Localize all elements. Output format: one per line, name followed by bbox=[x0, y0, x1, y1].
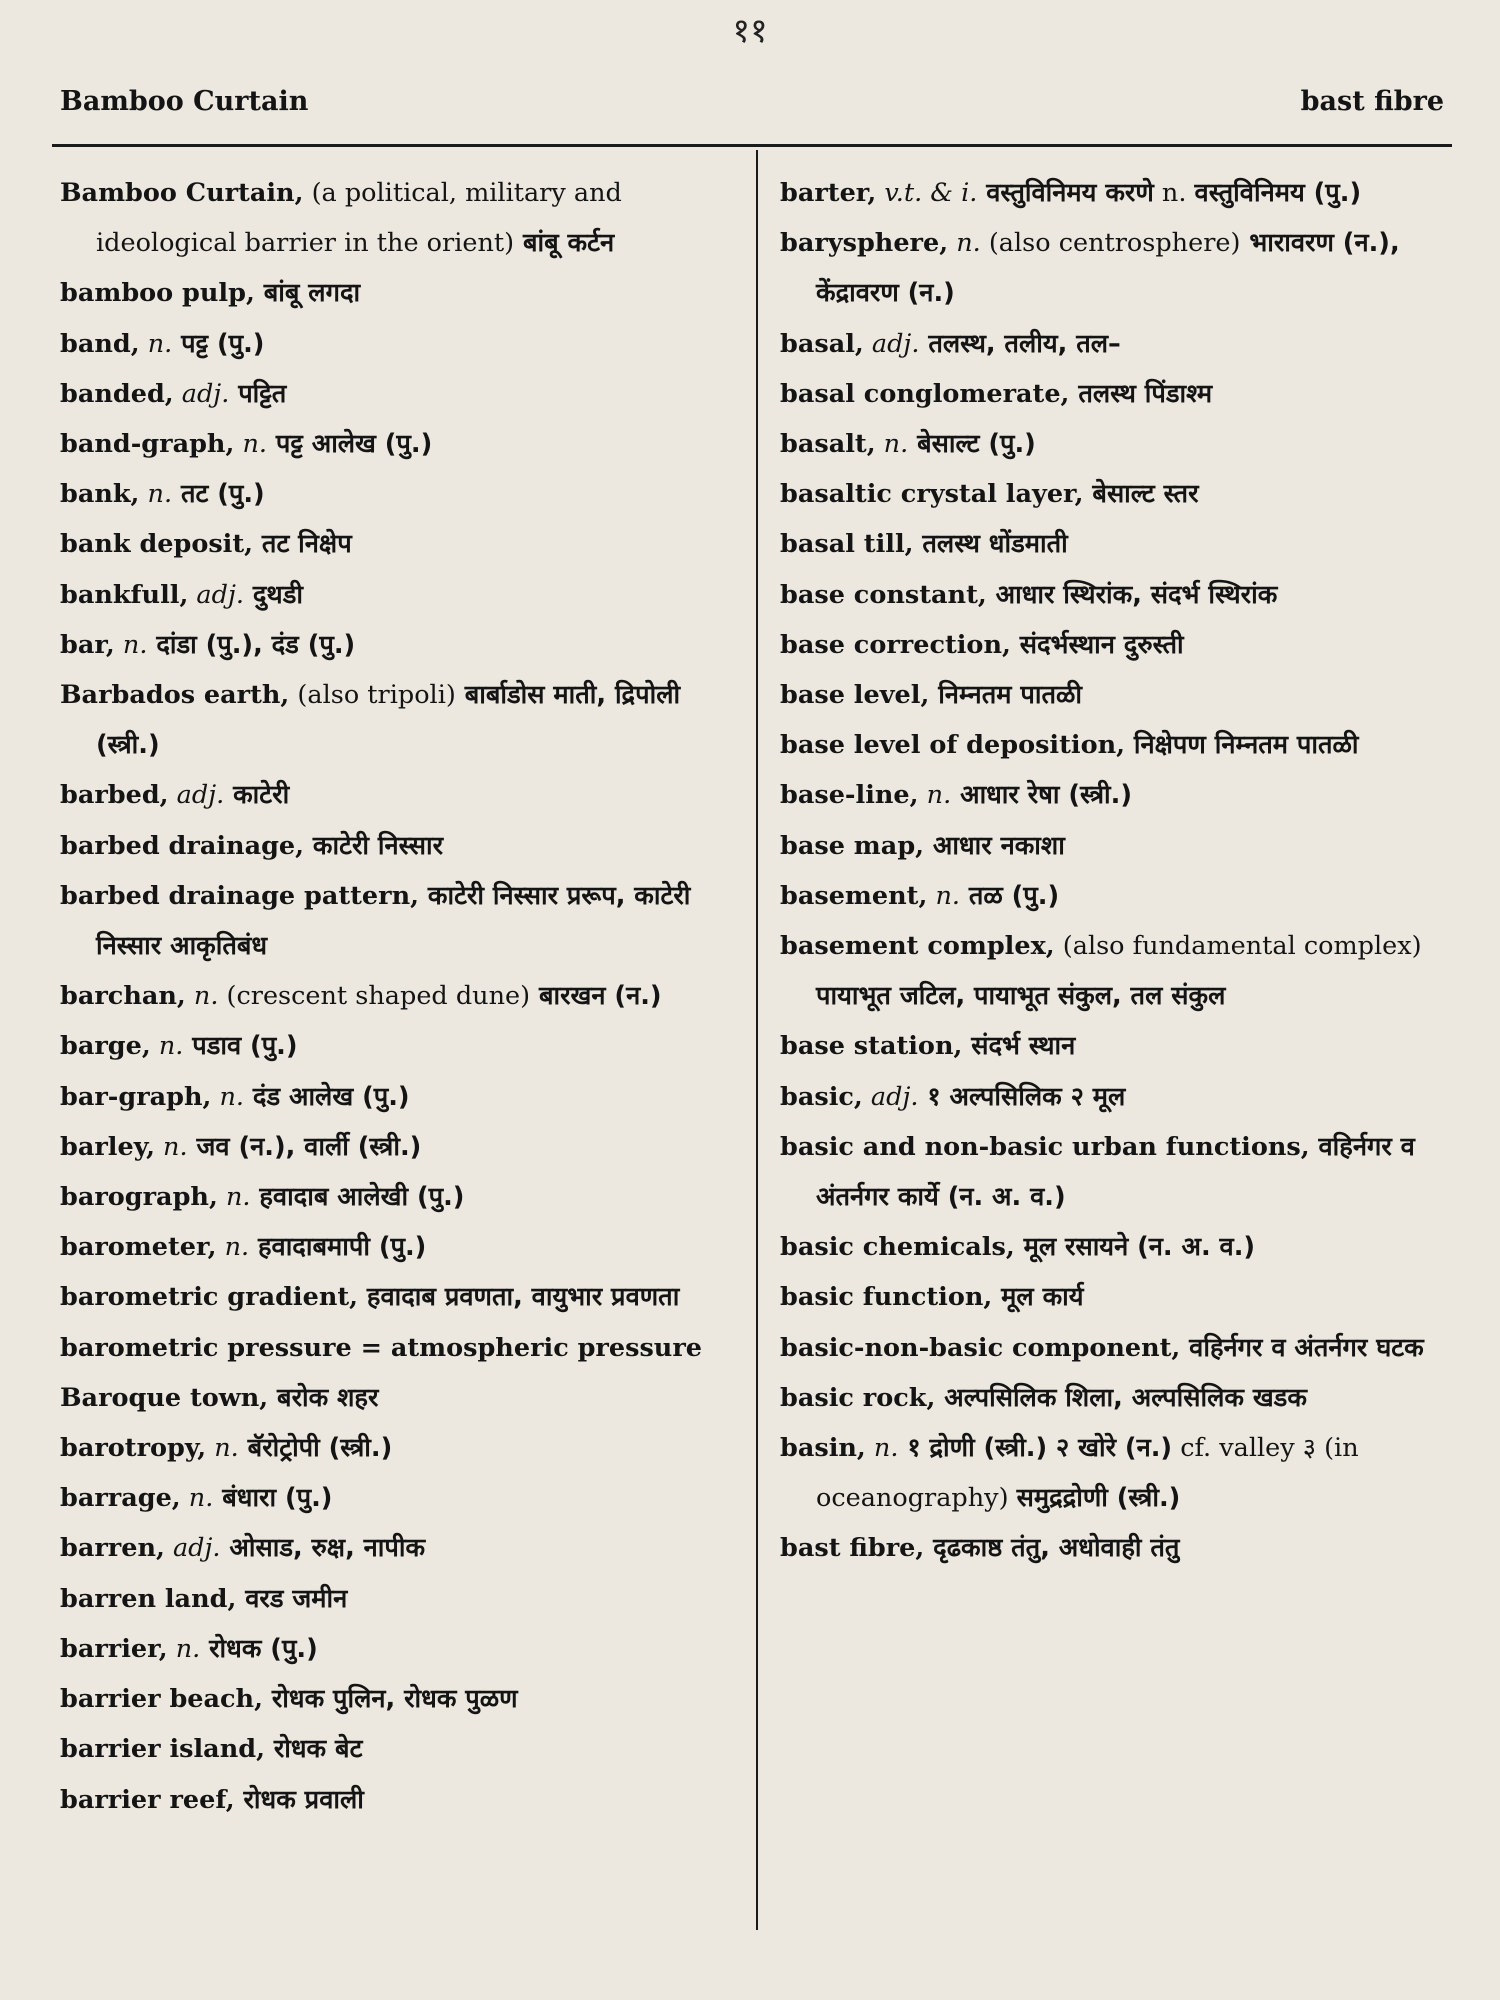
running-head-right: bast fibre bbox=[1300, 86, 1444, 117]
dictionary-entry bbox=[60, 1373, 740, 1423]
headword: barotropy, bbox=[60, 1433, 207, 1464]
headword: barter, bbox=[780, 178, 877, 208]
headword: barge, bbox=[60, 1031, 151, 1062]
marathi-definition: तलस्थ पिंडाश्म bbox=[1069, 378, 1213, 409]
part-of-speech: n. bbox=[948, 228, 981, 259]
dictionary-entry bbox=[780, 218, 1450, 318]
headword: base station, bbox=[780, 1031, 963, 1062]
part-of-speech: n. bbox=[180, 1483, 214, 1514]
dictionary-entry bbox=[780, 1072, 1450, 1122]
marathi-definition: पट्टित bbox=[229, 378, 287, 409]
marathi-definition: वस्तुविनिमय करणे bbox=[977, 178, 1154, 208]
headword: bankfull, bbox=[60, 579, 189, 610]
gloss-note: (a political, military and ideological barrier in the orient) bbox=[96, 178, 622, 259]
dictionary-entry bbox=[60, 1272, 740, 1322]
headword: barrage, bbox=[60, 1483, 181, 1514]
headword: barysphere, bbox=[780, 228, 949, 259]
marathi-definition: वस्तुविनिमय (पु.) bbox=[1194, 178, 1362, 208]
headword: bank, bbox=[60, 479, 140, 510]
dictionary-entry bbox=[780, 168, 1450, 218]
marathi-definition: तट निक्षेप bbox=[253, 529, 352, 560]
dictionary-entry bbox=[780, 369, 1450, 419]
dictionary-entry bbox=[60, 670, 740, 770]
part-of-speech: adj. bbox=[863, 328, 920, 359]
marathi-definition: तट (पु.) bbox=[172, 479, 265, 510]
headword: barren, bbox=[60, 1533, 165, 1564]
headword: base-line, bbox=[780, 780, 919, 811]
headword: base map, bbox=[780, 830, 925, 861]
headword: basic function, bbox=[780, 1282, 993, 1313]
dictionary-entry bbox=[60, 1423, 740, 1473]
part-of-speech: n. bbox=[114, 629, 148, 660]
marathi-definition: रोधक पुलिन, रोधक पुळण bbox=[262, 1684, 518, 1715]
headword: basic and non-basic urban functions, bbox=[780, 1131, 1310, 1162]
headword: barchan, bbox=[60, 981, 186, 1012]
marathi-definition: हवादाब आलेखी (पु.) bbox=[250, 1182, 465, 1213]
dictionary-entry bbox=[780, 419, 1450, 469]
part-of-speech: adj. bbox=[173, 378, 230, 409]
part-of-speech: n. bbox=[150, 1031, 184, 1062]
headword: bar-graph, bbox=[60, 1081, 212, 1112]
part-of-speech: n. bbox=[875, 429, 909, 460]
marathi-definition: निम्नतम पातळी bbox=[929, 680, 1082, 711]
marathi-definition: पायाभूत जटिल, पायाभूत संकुल, तल संकुल bbox=[816, 981, 1226, 1012]
marathi-definition: वहिर्नगर व अंतर्नगर घटक bbox=[1180, 1332, 1424, 1363]
running-head-left: Bamboo Curtain bbox=[60, 86, 309, 117]
definition-note: cf. valley ३ (in oceanography) bbox=[816, 1433, 1359, 1514]
marathi-definition: हवादाबमापी (पु.) bbox=[249, 1232, 427, 1263]
headword: basic-non-basic component, bbox=[780, 1332, 1181, 1363]
marathi-definition: समुद्रद्रोणी (स्त्री.) bbox=[1016, 1483, 1181, 1514]
headword: Barbados earth, bbox=[60, 680, 290, 711]
headword: bamboo pulp, bbox=[60, 278, 255, 309]
headword: barrier beach, bbox=[60, 1684, 263, 1715]
marathi-definition: पट्ट आलेख (पु.) bbox=[266, 429, 433, 460]
dictionary-entry bbox=[780, 821, 1450, 871]
headword: barrier, bbox=[60, 1633, 168, 1664]
marathi-definition: जव (न.), वार्ली (स्त्री.) bbox=[187, 1131, 422, 1162]
dictionary-entry bbox=[60, 419, 740, 469]
marathi-definition: १ अल्पसिलिक २ मूल bbox=[918, 1081, 1126, 1112]
part-of-speech: n. bbox=[918, 780, 952, 811]
marathi-definition: संदर्भस्थान दुरुस्ती bbox=[1010, 629, 1184, 660]
marathi-definition: रोधक बेट bbox=[264, 1734, 363, 1765]
headword: basin, bbox=[780, 1433, 866, 1464]
dictionary-entry bbox=[60, 519, 740, 569]
headword: barbed, bbox=[60, 780, 169, 811]
headword: basement complex, bbox=[780, 931, 1055, 962]
dictionary-entry bbox=[60, 1323, 740, 1373]
definition-note: n. bbox=[1161, 178, 1195, 208]
headword: band-graph, bbox=[60, 429, 235, 460]
marathi-definition: पडाव (पु.) bbox=[183, 1031, 298, 1062]
headword: base level, bbox=[780, 680, 930, 711]
marathi-definition: रोधक (पु.) bbox=[200, 1633, 318, 1664]
marathi-definition: दृढकाष्ठ तंतु, अधोवाही तंतु bbox=[924, 1533, 1180, 1564]
marathi-definition: बांबू कर्टन bbox=[514, 228, 615, 259]
marathi-definition: आधार नकाशा bbox=[924, 830, 1065, 861]
headword: basal conglomerate, bbox=[780, 378, 1070, 409]
dictionary-entry bbox=[780, 1021, 1450, 1071]
dictionary-entry bbox=[60, 620, 740, 670]
dictionary-entry bbox=[60, 1473, 740, 1523]
dictionary-entry bbox=[780, 1222, 1450, 1272]
marathi-definition: बारखन (न.) bbox=[530, 981, 662, 1012]
marathi-definition: मूल कार्य bbox=[992, 1282, 1084, 1313]
dictionary-entry bbox=[60, 1072, 740, 1122]
marathi-definition: बरोक शहर bbox=[268, 1382, 379, 1413]
marathi-definition: बार्बाडोस माती, द्रिपोली (स्त्री.) bbox=[96, 680, 681, 761]
part-of-speech: n. bbox=[211, 1081, 245, 1112]
dictionary-entry bbox=[780, 519, 1450, 569]
marathi-definition: १ द्रोणी (स्त्री.) २ खोरे (न.) bbox=[898, 1433, 1173, 1464]
marathi-definition: काटेरी निस्सार प्ररूप, काटेरी निस्सार आकृतिबंध bbox=[96, 880, 691, 962]
gloss-note: (crescent shaped dune) bbox=[218, 981, 531, 1012]
dictionary-entry bbox=[60, 1574, 740, 1624]
headword: basic rock, bbox=[780, 1382, 936, 1413]
dictionary-entry bbox=[780, 319, 1450, 369]
dictionary-entry bbox=[60, 1523, 740, 1573]
headword: Bamboo Curtain, bbox=[60, 178, 304, 208]
dictionary-entry bbox=[60, 1775, 740, 1825]
headword: basal till, bbox=[780, 529, 914, 560]
dictionary-entry bbox=[60, 1674, 740, 1724]
headword: barren land, bbox=[60, 1583, 237, 1614]
marathi-definition: बंधारा (पु.) bbox=[213, 1483, 333, 1514]
dictionary-entry bbox=[780, 1373, 1450, 1423]
headword: barometer, bbox=[60, 1232, 217, 1263]
marathi-definition: मूल रसायने (न. अ. व.) bbox=[1014, 1232, 1256, 1263]
dictionary-entry bbox=[60, 1172, 740, 1222]
headword: barley, bbox=[60, 1131, 155, 1162]
headword: basaltic crystal layer, bbox=[780, 479, 1084, 510]
part-of-speech: n. bbox=[139, 479, 173, 510]
marathi-definition: ओसाड, रुक्ष, नापीक bbox=[220, 1533, 426, 1564]
dictionary-entry bbox=[60, 1122, 740, 1172]
dictionary-entry bbox=[780, 720, 1450, 770]
dictionary-entry bbox=[60, 1624, 740, 1674]
marathi-definition: दंड आलेख (पु.) bbox=[244, 1081, 410, 1112]
dictionary-entry bbox=[60, 268, 740, 318]
marathi-definition: आधार स्थिरांक, संदर्भ स्थिरांक bbox=[986, 579, 1278, 610]
gloss-note: (also tripoli) bbox=[289, 680, 456, 711]
headword: bar, bbox=[60, 629, 115, 660]
headword: basal, bbox=[780, 328, 864, 359]
part-of-speech: n. bbox=[185, 981, 219, 1012]
right-column bbox=[780, 168, 1450, 1574]
dictionary-entry bbox=[780, 1523, 1450, 1573]
part-of-speech: adj. bbox=[188, 579, 244, 610]
dictionary-entry bbox=[780, 1323, 1450, 1373]
headword: basalt, bbox=[780, 429, 876, 460]
headword: banded, bbox=[60, 378, 174, 409]
headword: band, bbox=[60, 328, 140, 359]
marathi-definition: दुथडी bbox=[243, 579, 303, 610]
dictionary-entry bbox=[60, 1724, 740, 1774]
header-rule bbox=[52, 144, 1452, 147]
dictionary-entry bbox=[780, 620, 1450, 670]
marathi-definition: आधार रेषा (स्त्री.) bbox=[951, 780, 1132, 811]
headword: bast fibre, bbox=[780, 1533, 925, 1564]
marathi-definition: काटेरी निस्सार bbox=[304, 830, 444, 861]
headword: barrier reef, bbox=[60, 1784, 235, 1815]
headword: barograph, bbox=[60, 1182, 218, 1213]
dictionary-entry bbox=[60, 871, 740, 971]
dictionary-entry bbox=[60, 469, 740, 519]
part-of-speech: n. bbox=[927, 880, 960, 911]
part-of-speech: v.t. & i. bbox=[876, 178, 978, 208]
part-of-speech: n. bbox=[216, 1232, 250, 1263]
part-of-speech: n. bbox=[167, 1633, 201, 1664]
part-of-speech: n. bbox=[865, 1433, 899, 1464]
dictionary-entry bbox=[780, 871, 1450, 921]
marathi-definition: बांबू लगदा bbox=[254, 278, 361, 309]
part-of-speech: adj. bbox=[164, 1533, 221, 1564]
headword: base level of deposition, bbox=[780, 730, 1126, 761]
dictionary-entry bbox=[780, 770, 1450, 820]
dictionary-entry bbox=[60, 319, 740, 369]
dictionary-entry bbox=[60, 770, 740, 820]
marathi-definition: काटेरी bbox=[224, 780, 290, 811]
headword: basic chemicals, bbox=[780, 1232, 1015, 1263]
marathi-definition: तलस्थ धोंडमाती bbox=[913, 529, 1068, 560]
headword: barbed drainage, bbox=[60, 830, 305, 861]
headword: bank deposit, bbox=[60, 529, 254, 560]
marathi-definition: रोधक प्रवाली bbox=[234, 1784, 364, 1815]
column-divider bbox=[756, 150, 758, 1930]
gloss-note: (also fundamental complex) bbox=[1054, 931, 1422, 962]
marathi-definition: भारावरण (न.), केंद्रावरण (न.) bbox=[816, 228, 1400, 309]
part-of-speech: n. bbox=[154, 1131, 188, 1162]
dictionary-entry bbox=[60, 1222, 740, 1272]
headword: basement, bbox=[780, 880, 928, 911]
headword: Baroque town, bbox=[60, 1382, 269, 1413]
page-number: ११ bbox=[732, 11, 768, 51]
dictionary-entry bbox=[60, 1021, 740, 1071]
dictionary-entry bbox=[60, 821, 740, 871]
marathi-definition: तळ (पु.) bbox=[959, 880, 1060, 911]
marathi-definition: बेसाल्ट स्तर bbox=[1083, 479, 1199, 510]
gloss-note: (also centrosphere) bbox=[980, 228, 1241, 259]
headword: barometric pressure = atmospheric pressure bbox=[60, 1332, 702, 1363]
part-of-speech: n. bbox=[139, 328, 173, 359]
marathi-definition: निक्षेपण निम्नतम पातळी bbox=[1125, 730, 1359, 761]
left-column bbox=[60, 168, 740, 1825]
dictionary-entry bbox=[60, 570, 740, 620]
dictionary-entry bbox=[780, 921, 1450, 1021]
marathi-definition: दांडा (पु.), दंड (पु.) bbox=[147, 629, 356, 660]
headword: barometric gradient, bbox=[60, 1282, 359, 1313]
marathi-definition: बेसाल्ट (पु.) bbox=[908, 429, 1036, 460]
marathi-definition: बॅरोट्रोपी (स्त्री.) bbox=[238, 1433, 393, 1464]
marathi-definition: वहिर्नगर व अंतर्नगर कार्ये (न. अ. व.) bbox=[816, 1131, 1415, 1213]
marathi-definition: हवादाब प्रवणता, वायुभार प्रवणता bbox=[358, 1282, 680, 1313]
dictionary-entry bbox=[780, 1272, 1450, 1322]
headword: base correction, bbox=[780, 629, 1011, 660]
dictionary-entry bbox=[780, 469, 1450, 519]
marathi-definition: तलस्थ, तलीय, तल– bbox=[919, 328, 1121, 359]
dictionary-entry bbox=[780, 1423, 1450, 1523]
dictionary-entry bbox=[780, 1122, 1450, 1222]
part-of-speech: adj. bbox=[168, 780, 225, 811]
marathi-definition: वरड जमीन bbox=[236, 1583, 348, 1614]
headword: barbed drainage pattern, bbox=[60, 880, 420, 911]
part-of-speech: n. bbox=[217, 1182, 251, 1213]
part-of-speech: n. bbox=[234, 429, 267, 460]
headword: base constant, bbox=[780, 579, 987, 610]
dictionary-entry bbox=[60, 971, 740, 1021]
headword: basic, bbox=[780, 1081, 863, 1112]
part-of-speech: n. bbox=[206, 1433, 239, 1464]
dictionary-entry bbox=[780, 570, 1450, 620]
marathi-definition: संदर्भ स्थान bbox=[962, 1031, 1076, 1062]
part-of-speech: adj. bbox=[862, 1081, 919, 1112]
headword: barrier island, bbox=[60, 1734, 265, 1765]
dictionary-entry bbox=[60, 369, 740, 419]
dictionary-entry bbox=[780, 670, 1450, 720]
dictionary-entry bbox=[60, 168, 740, 268]
marathi-definition: पट्ट (पु.) bbox=[172, 328, 265, 359]
marathi-definition: अल्पसिलिक शिला, अल्पसिलिक खडक bbox=[935, 1382, 1307, 1413]
